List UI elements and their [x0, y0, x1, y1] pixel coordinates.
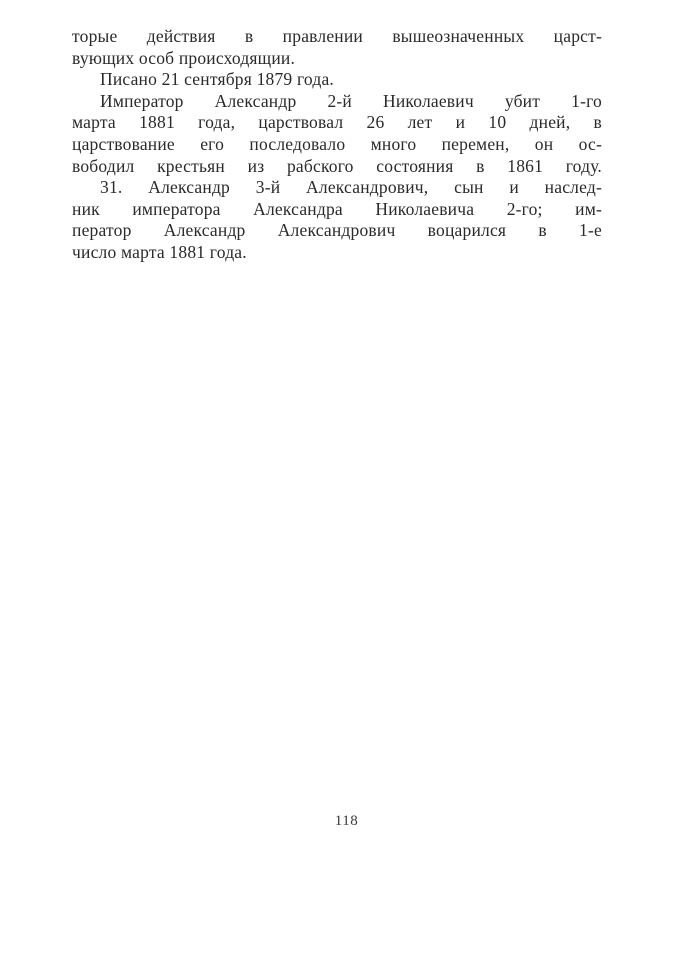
text-line: вободил крестьян из рабского состояния в 1861 году.: [72, 155, 602, 176]
text-line: вующих особ происходящии.: [72, 47, 296, 68]
text-line: царствование его последовало много перемен, он ос-: [72, 133, 602, 154]
text-line: ник императора Александра Николаевича 2-го; им-: [72, 198, 602, 219]
page-text: [72, 26, 602, 264]
text-line: 31. Александр 3-й Александрович, сын и наслед-: [100, 177, 602, 198]
text-line: Император Александр 2-й Николаевич убит 1-го: [100, 90, 602, 111]
text-line: Писано 21 сентября 1879 года.: [100, 69, 334, 90]
text-line: ператор Александр Александрович воцарился в 1-е: [72, 220, 602, 241]
text-line: число марта 1881 года.: [72, 241, 247, 262]
text-line: марта 1881 года, царствовал 26 лет и 10 дней, в: [72, 112, 602, 133]
page-number: 118: [334, 813, 359, 829]
text-line: торые действия в правлении вышеозначенных царст-: [72, 26, 602, 46]
